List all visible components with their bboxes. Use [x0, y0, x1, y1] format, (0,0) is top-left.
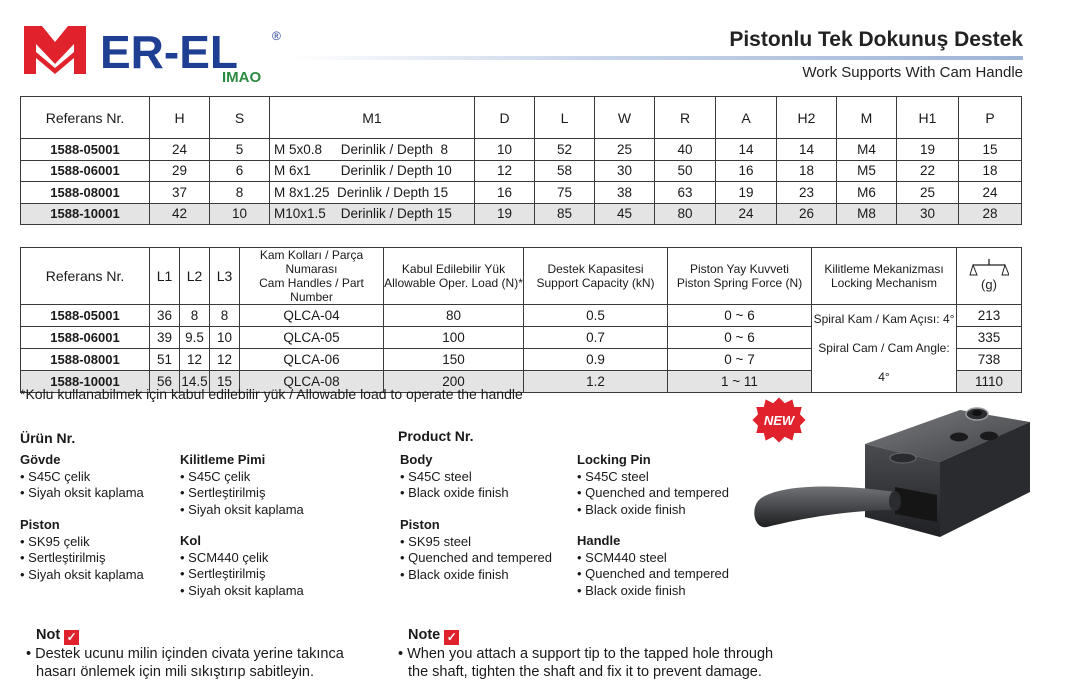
table-cell: 335 — [957, 327, 1022, 349]
table-cell: 6 — [210, 160, 270, 182]
reference-number: 1588-05001 — [21, 305, 150, 327]
dimensions-header-cell: Referans Nr. — [21, 97, 150, 139]
note-title-text: Note — [408, 627, 441, 643]
table-cell: 24 — [959, 182, 1022, 204]
header-spring — [668, 248, 812, 305]
table-cell: 28 — [959, 203, 1022, 225]
header-spring-en: Piston Spring Force (N) — [676, 276, 803, 290]
table-row — [21, 139, 1022, 161]
table-cell: 80 — [384, 305, 524, 327]
materials-title-tr: Ürün Nr. — [20, 430, 76, 446]
table-cell: QLCA-04 — [240, 305, 384, 327]
table-cell: 10 — [475, 139, 535, 161]
material-line: • Siyah oksit kaplama — [180, 582, 304, 598]
table-cell: 738 — [957, 349, 1022, 371]
note-title-text: Not — [36, 627, 61, 643]
table-cell: 25 — [897, 182, 959, 204]
weight-scale-icon — [969, 257, 1009, 293]
table-cell: 75 — [535, 182, 595, 204]
new-badge-text: NEW — [763, 413, 795, 428]
material-piston-en — [400, 517, 552, 583]
table-cell: 42 — [150, 203, 210, 225]
table-cell: 16 — [716, 160, 777, 182]
table-cell: 1.2 — [524, 371, 668, 393]
header-lock-tr: Kilitleme Mekanizması — [824, 262, 944, 276]
header-capacity — [524, 248, 668, 305]
header-load-en: Allowable Oper. Load (N)* — [384, 276, 523, 290]
material-line: • S45C çelik — [20, 468, 91, 484]
table-cell: 150 — [384, 349, 524, 371]
table-cell: 0.5 — [524, 305, 668, 327]
new-badge — [751, 396, 807, 444]
header-handle — [240, 248, 384, 305]
table-cell: M10x1.5 Derinlik / Depth 15 — [270, 203, 475, 225]
dimensions-header-cell: W — [595, 97, 655, 139]
table-cell: 38 — [595, 182, 655, 204]
table-cell: 80 — [655, 203, 716, 225]
material-line: • SK95 çelik — [20, 533, 90, 549]
note-line: • When you attach a support tip to the tapped hole through — [398, 646, 774, 662]
header-weight — [957, 248, 1022, 305]
table-cell: 16 — [475, 182, 535, 204]
reference-number: 1588-06001 — [21, 160, 150, 182]
dimensions-header-cell: D — [475, 97, 535, 139]
table-cell: 29 — [150, 160, 210, 182]
material-handle-tr — [180, 533, 304, 599]
material-heading: Body — [400, 452, 433, 467]
material-line: • Sertleştirilmiş — [180, 566, 266, 581]
dimensions-header-cell: L — [535, 97, 595, 139]
dimensions-header-cell: M — [837, 97, 897, 139]
note-title-en — [408, 627, 459, 645]
table-cell: 85 — [535, 203, 595, 225]
table-row — [21, 182, 1022, 204]
work-support-product-image — [745, 392, 1045, 572]
note-body-tr — [26, 645, 344, 681]
material-line: • SCM440 steel — [577, 549, 667, 565]
table-cell: QLCA-05 — [240, 327, 384, 349]
table-cell: 15 — [959, 139, 1022, 161]
header-l3: L3 — [210, 248, 240, 305]
table-cell: 40 — [655, 139, 716, 161]
table-cell: 10 — [210, 203, 270, 225]
header-spring-tr: Piston Yay Kuvveti — [690, 262, 789, 276]
note-title-tr — [36, 627, 79, 645]
material-heading: Kol — [180, 533, 201, 548]
logo-text: ER-EL — [100, 26, 238, 78]
header-handle-en: Cam Handles / Part Number — [259, 276, 364, 304]
material-line: • SK95 steel — [400, 533, 472, 549]
table-cell: 14 — [716, 139, 777, 161]
note-body-en — [398, 645, 773, 681]
reference-number: 1588-08001 — [21, 349, 150, 371]
table-cell: 25 — [595, 139, 655, 161]
table-cell: M 8x1.25 Derinlik / Depth 15 — [270, 182, 475, 204]
table-row — [21, 203, 1022, 225]
table-cell: 1110 — [957, 371, 1022, 393]
material-line: • Siyah oksit kaplama — [20, 566, 144, 582]
reference-number: 1588-10001 — [21, 203, 150, 225]
material-body-tr — [20, 452, 144, 502]
material-line: • S45C steel — [577, 468, 649, 484]
table-cell: M5 — [837, 160, 897, 182]
dimensions-header-cell: M1 — [270, 97, 475, 139]
material-lockpin-tr — [180, 452, 304, 518]
note-line: • Destek ucunu milin içinden civata yerine takınca — [26, 646, 344, 662]
logo-registered: ® — [272, 29, 281, 43]
header-capacity-tr: Destek Kapasitesi — [547, 262, 644, 276]
material-line: • Quenched and tempered — [400, 550, 552, 565]
note-mark-icon: ✓ — [64, 630, 79, 645]
header-load — [384, 248, 524, 305]
table-cell: 19 — [716, 182, 777, 204]
table-cell: 15 — [210, 371, 240, 393]
table-cell: 26 — [777, 203, 837, 225]
table-cell: M6 — [837, 182, 897, 204]
table-cell: 14 — [777, 139, 837, 161]
material-line: • Black oxide finish — [400, 485, 509, 500]
material-line: • Black oxide finish — [577, 501, 686, 517]
note-mark-icon: ✓ — [444, 630, 459, 645]
table-cell: 12 — [180, 349, 210, 371]
material-handle-en — [577, 533, 729, 599]
table-cell: 1 ~ 11 — [668, 371, 812, 393]
table-cell: 30 — [897, 203, 959, 225]
reference-number: 1588-05001 — [21, 139, 150, 161]
table-cell: 100 — [384, 327, 524, 349]
table-cell: M 5x0.8 Derinlik / Depth 8 — [270, 139, 475, 161]
dimensions-table-header — [21, 97, 1022, 139]
material-heading: Kilitleme Pimi — [180, 452, 266, 467]
header-l1: L1 — [150, 248, 180, 305]
material-line: • S45C steel — [400, 468, 472, 484]
table-cell: 19 — [475, 203, 535, 225]
dimensions-header-cell: H — [150, 97, 210, 139]
table-cell: 50 — [655, 160, 716, 182]
dimensions-header-cell: S — [210, 97, 270, 139]
table-cell: 37 — [150, 182, 210, 204]
material-heading: Locking Pin — [577, 452, 651, 467]
table-row — [21, 160, 1022, 182]
note-line: hasarı önlemek için mili sıkıştırıp sabitleyin. — [36, 664, 315, 680]
locking-mechanism-en: Spiral Cam / Cam Angle: 4° — [818, 341, 950, 384]
materials-title-en: Product Nr. — [398, 428, 474, 444]
dimensions-table — [20, 96, 1022, 225]
table-cell: 23 — [777, 182, 837, 204]
table-cell: 58 — [535, 160, 595, 182]
material-line: • SCM440 çelik — [180, 549, 269, 565]
logo-sub: IMAO — [222, 69, 262, 84]
header-load-tr: Kabul Edilebilir Yük — [401, 262, 506, 276]
table-cell: 19 — [897, 139, 959, 161]
dimensions-header-cell: R — [655, 97, 716, 139]
table-cell: M4 — [837, 139, 897, 161]
reference-number: 1588-10001 — [21, 371, 150, 393]
page-title-en: Work Supports With Cam Handle — [802, 64, 1023, 81]
table-cell: M8 — [837, 203, 897, 225]
table-cell: 24 — [150, 139, 210, 161]
table-cell: 10 — [210, 327, 240, 349]
material-lockpin-en — [577, 452, 729, 518]
table-cell: 0.7 — [524, 327, 668, 349]
material-heading: Gövde — [20, 452, 61, 467]
header-lock-en: Locking Mechanism — [830, 276, 938, 290]
material-line: • Siyah oksit kaplama — [20, 485, 144, 500]
material-body-en — [400, 452, 509, 502]
table-cell: 12 — [475, 160, 535, 182]
locking-mechanism-cell — [812, 305, 957, 393]
material-line: • Quenched and tempered — [577, 485, 729, 500]
table-cell: 5 — [210, 139, 270, 161]
material-heading: Handle — [577, 533, 621, 548]
table-cell: M 6x1 Derinlik / Depth 10 — [270, 160, 475, 182]
erel-logo-icon — [22, 22, 292, 84]
table-cell: 0.9 — [524, 349, 668, 371]
reference-number: 1588-06001 — [21, 327, 150, 349]
table-cell: 63 — [655, 182, 716, 204]
table-cell: 56 — [150, 371, 180, 393]
header-lock — [812, 248, 957, 305]
table-cell: 52 — [535, 139, 595, 161]
dimensions-header-cell: H2 — [777, 97, 837, 139]
dimensions-header-cell: H1 — [897, 97, 959, 139]
header-l2: L2 — [180, 248, 210, 305]
header-handle-tr: Kam Kolları / Parça Numarası — [259, 248, 364, 276]
dimensions-header-cell: P — [959, 97, 1022, 139]
footnote: *Kolu kullanabilmek için kabul edilebilir yük / Allowable load to operate the handle — [20, 386, 523, 402]
table-cell: 36 — [150, 305, 180, 327]
table-cell: 22 — [897, 160, 959, 182]
weight-unit: (g) — [981, 276, 997, 292]
material-line: • Quenched and tempered — [577, 566, 729, 581]
material-line: • Siyah oksit kaplama — [180, 501, 304, 517]
table-row — [21, 305, 1022, 327]
table-cell: QLCA-06 — [240, 349, 384, 371]
locking-mechanism-tr: Spiral Kam / Kam Açısı: 4° — [813, 312, 955, 326]
material-line: • Sertleştirilmiş — [180, 485, 266, 500]
header-capacity-en: Support Capacity (kN) — [536, 276, 655, 290]
table-cell: 9.5 — [180, 327, 210, 349]
table-cell: 39 — [150, 327, 180, 349]
header-rule — [290, 56, 1023, 60]
capacity-table-header — [21, 248, 1022, 305]
table-cell: 213 — [957, 305, 1022, 327]
table-cell: 0 ~ 6 — [668, 305, 812, 327]
table-cell: 30 — [595, 160, 655, 182]
dimensions-header-cell: A — [716, 97, 777, 139]
material-line: • S45C çelik — [180, 468, 251, 484]
material-heading: Piston — [400, 517, 440, 532]
material-heading: Piston — [20, 517, 60, 532]
material-line: • Black oxide finish — [400, 566, 509, 582]
table-cell: 8 — [210, 182, 270, 204]
table-cell: 14.5 — [180, 371, 210, 393]
page-title-tr: Pistonlu Tek Dokunuş Destek — [729, 28, 1023, 51]
table-cell: 45 — [595, 203, 655, 225]
table-cell: 12 — [210, 349, 240, 371]
note-line: the shaft, tighten the shaft and fix it to prevent damage. — [408, 664, 762, 680]
material-line: • Sertleştirilmiş — [20, 550, 106, 565]
table-cell: 200 — [384, 371, 524, 393]
header-ref: Referans Nr. — [21, 248, 150, 305]
table-cell: QLCA-08 — [240, 371, 384, 393]
table-cell: 51 — [150, 349, 180, 371]
material-piston-tr — [20, 517, 144, 583]
table-cell: 24 — [716, 203, 777, 225]
capacity-table — [20, 247, 1022, 393]
material-line: • Black oxide finish — [577, 582, 686, 598]
table-cell: 0 ~ 7 — [668, 349, 812, 371]
table-cell: 8 — [210, 305, 240, 327]
table-cell: 18 — [777, 160, 837, 182]
reference-number: 1588-08001 — [21, 182, 150, 204]
table-cell: 0 ~ 6 — [668, 327, 812, 349]
table-cell: 18 — [959, 160, 1022, 182]
table-cell: 8 — [180, 305, 210, 327]
